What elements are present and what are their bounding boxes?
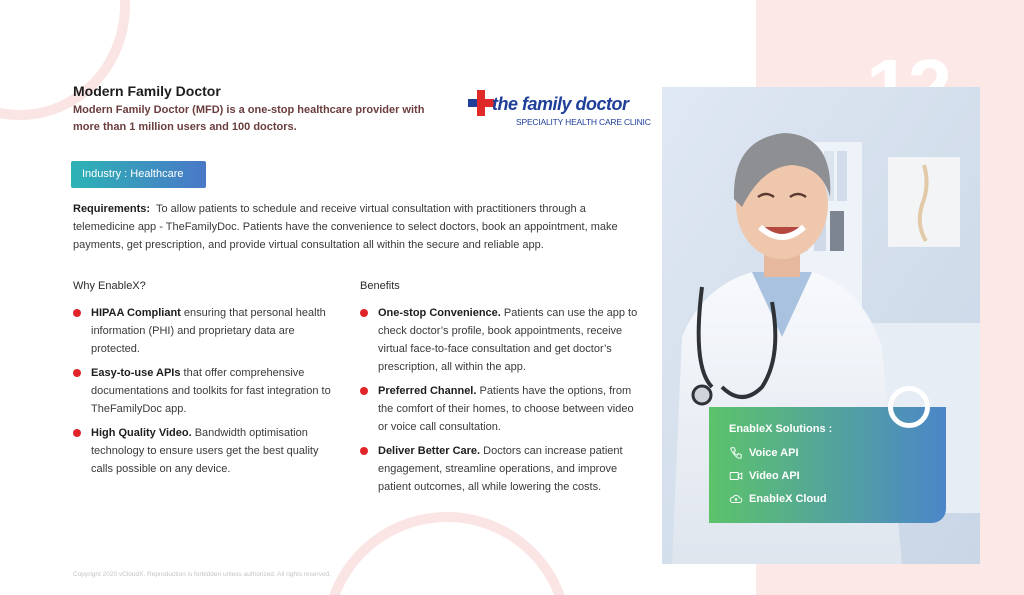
requirements-text: To allow patients to schedule and receive virtual consultation with practitioners through a telemedicine app - TheFamilyDoc. Patients have the convenience to select doctors, book an appointment, make payments, get prescription, and provide virtual consultation all within the secure and reliable app. <box>73 203 618 251</box>
list-item <box>360 442 640 496</box>
bullet-dot-icon <box>360 447 368 455</box>
bullet-dot-icon <box>360 309 368 317</box>
logo-name: the family doctor <box>492 94 629 114</box>
logo-tagline: SPECIALITY HEALTH CARE CLINIC <box>516 117 651 127</box>
industry-badge: Industry : Healthcare <box>71 161 206 188</box>
list-item <box>360 304 640 376</box>
solutions-title: EnableX Solutions : <box>729 423 833 435</box>
list-item <box>360 382 640 436</box>
phone-icon <box>729 446 743 460</box>
solution-label: Video API <box>749 470 800 482</box>
list-item-title: High Quality Video. <box>91 427 192 439</box>
requirements-paragraph <box>73 200 633 254</box>
requirements-label: Requirements: <box>73 203 151 215</box>
list-item-text: Bandwidth optimisation technology to ensure users get the best quality calls possible on any device. <box>91 427 319 475</box>
list-item-text: Patients can use the app to check doctor’s profile, book appointments, receive virtual face-to-face consultation and get doctor’s prescription, all within the app. <box>378 307 638 373</box>
solution-item-enablex-cloud <box>729 491 827 507</box>
list-item-text: that offer comprehensive documentations and toolkits for fast integration to TheFamilyDoc app. <box>91 367 331 415</box>
bullet-dot-icon <box>73 309 81 317</box>
list-item <box>73 364 343 418</box>
benefits-list <box>360 304 640 502</box>
bullet-dot-icon <box>73 369 81 377</box>
list-item-text: ensuring that personal health information (PHI) and proprietary data are protected. <box>91 307 326 355</box>
solution-item-video-api <box>729 468 800 484</box>
bullet-dot-icon <box>360 387 368 395</box>
solution-item-voice-api <box>729 445 799 461</box>
list-item-title: Deliver Better Care. <box>378 445 481 457</box>
solution-label: EnableX Cloud <box>749 493 827 505</box>
decorative-ring-bottom <box>322 512 572 595</box>
list-item <box>73 424 343 478</box>
list-item <box>73 304 343 358</box>
bullet-dot-icon <box>73 429 81 437</box>
cloud-icon <box>729 492 743 506</box>
why-enablex-list <box>73 304 343 484</box>
why-enablex-heading: Why EnableX? <box>73 280 146 292</box>
page-title: Modern Family Doctor <box>73 83 221 99</box>
company-description: Modern Family Doctor (MFD) is a one-stop healthcare provider with more than 1 million users and 100 doctors. <box>73 104 425 133</box>
list-item-title: Easy-to-use APIs <box>91 367 181 379</box>
list-item-text: Patients have the options, from the comfort of their homes, to choose between video or voice call consultation. <box>378 385 634 433</box>
list-item-text: Doctors can increase patient engagement, streamline operations, and improve patient outcomes, all while lowering the costs. <box>378 445 623 493</box>
benefits-heading: Benefits <box>360 280 400 292</box>
list-item-title: Preferred Channel. <box>378 385 477 397</box>
decorative-ring <box>888 386 930 428</box>
list-item-title: HIPAA Compliant <box>91 307 181 319</box>
video-camera-icon <box>729 469 743 483</box>
medical-cross-icon <box>468 90 494 116</box>
copyright-notice: Copyright 2020 vCloudX. Reproduction is forbidden unless authorized. All rights reserved. <box>73 571 331 578</box>
company-logo <box>468 90 650 130</box>
solution-label: Voice API <box>749 447 799 459</box>
list-item-title: One-stop Convenience. <box>378 307 501 319</box>
